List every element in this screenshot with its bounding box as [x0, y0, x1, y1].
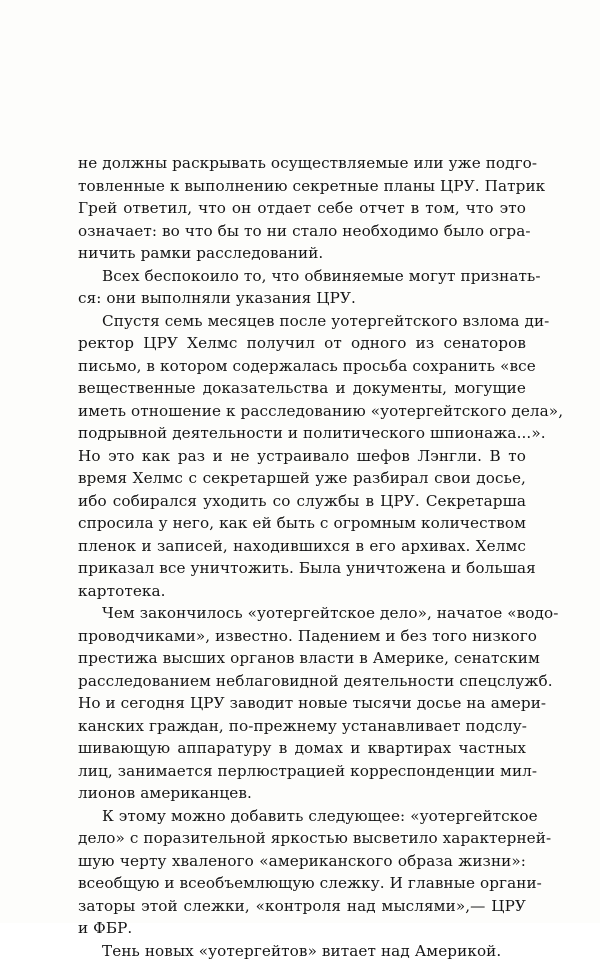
text-line: шивающую аппаратуру в домах и квартирах частных: [78, 737, 526, 760]
text-line: лиц, занимается перлюстрацией корреспонденции мил-: [78, 760, 526, 783]
text-line: иметь отношение к расследованию «уотергейтского дела»,: [78, 400, 526, 423]
text-line: Чем закончилось «уотергейтское дело», начатое «водо-: [78, 602, 526, 625]
text-line: подрывной деятельности и политического шпионажа...».: [78, 422, 526, 445]
text-line: ся: они выполняли указания ЦРУ.: [78, 287, 526, 310]
text-line: означает: во что бы то ни стало необходимо было огра-: [78, 220, 526, 243]
text-line: канских граждан, по-прежнему устанавливает подслу-: [78, 715, 526, 738]
text-line: Спустя семь месяцев после уотергейтского взлома ди-: [78, 310, 526, 333]
text-line: картотека.: [78, 580, 526, 603]
text-line: спросила у него, как ей быть с огромным количеством: [78, 512, 526, 535]
text-line: время Хелмс с секретаршей уже разбирал свои досье,: [78, 467, 526, 490]
text-line: престижа высших органов власти в Америке, сенатским: [78, 647, 526, 670]
body-text: [78, 152, 526, 962]
text-line: расследованием неблаговидной деятельности спецслужб.: [78, 670, 526, 693]
text-line: ибо собирался уходить со службы в ЦРУ. Секретарша: [78, 490, 526, 513]
text-line: Всех беспокоило то, что обвиняемые могут признать-: [78, 265, 526, 288]
text-line: проводчиками», известно. Падением и без того низкого: [78, 625, 526, 648]
text-line: приказал все уничтожить. Была уничтожена и большая: [78, 557, 526, 580]
text-line: Грей ответил, что он отдает себе отчет в том, что это: [78, 197, 526, 220]
text-line: ничить рамки расследований.: [78, 242, 526, 265]
text-line: К этому можно добавить следующее: «уотергейтское: [78, 805, 526, 828]
text-line: Но это как раз и не устраивало шефов Лэнгли. В то: [78, 445, 526, 468]
text-line: лионов американцев.: [78, 782, 526, 805]
text-line: ректор ЦРУ Хелмс получил от одного из сенаторов: [78, 332, 526, 355]
text-line: дело» с поразительной яркостью высветило характерней-: [78, 827, 526, 850]
text-line: Но и сегодня ЦРУ заводит новые тысячи досье на амери-: [78, 692, 526, 715]
text-line: пленок и записей, находившихся в его архивах. Хелмс: [78, 535, 526, 558]
text-line: Тень новых «уотергейтов» витает над Америкой.: [78, 940, 526, 962]
text-line: и ФБР.: [78, 917, 526, 940]
text-line: не должны раскрывать осуществляемые или уже подго-: [78, 152, 526, 175]
text-line: товленные к выполнению секретные планы ЦРУ. Патрик: [78, 175, 526, 198]
text-line: письмо, в котором содержалась просьба сохранить «все: [78, 355, 526, 378]
text-line: вещественные доказательства и документы, могущие: [78, 377, 526, 400]
text-line: всеобщую и всеобъемлющую слежку. И главные органи-: [78, 872, 526, 895]
text-line: заторы этой слежки, «контроля над мыслями»,— ЦРУ: [78, 895, 526, 918]
text-line: шую черту хваленого «американского образа жизни»:: [78, 850, 526, 873]
